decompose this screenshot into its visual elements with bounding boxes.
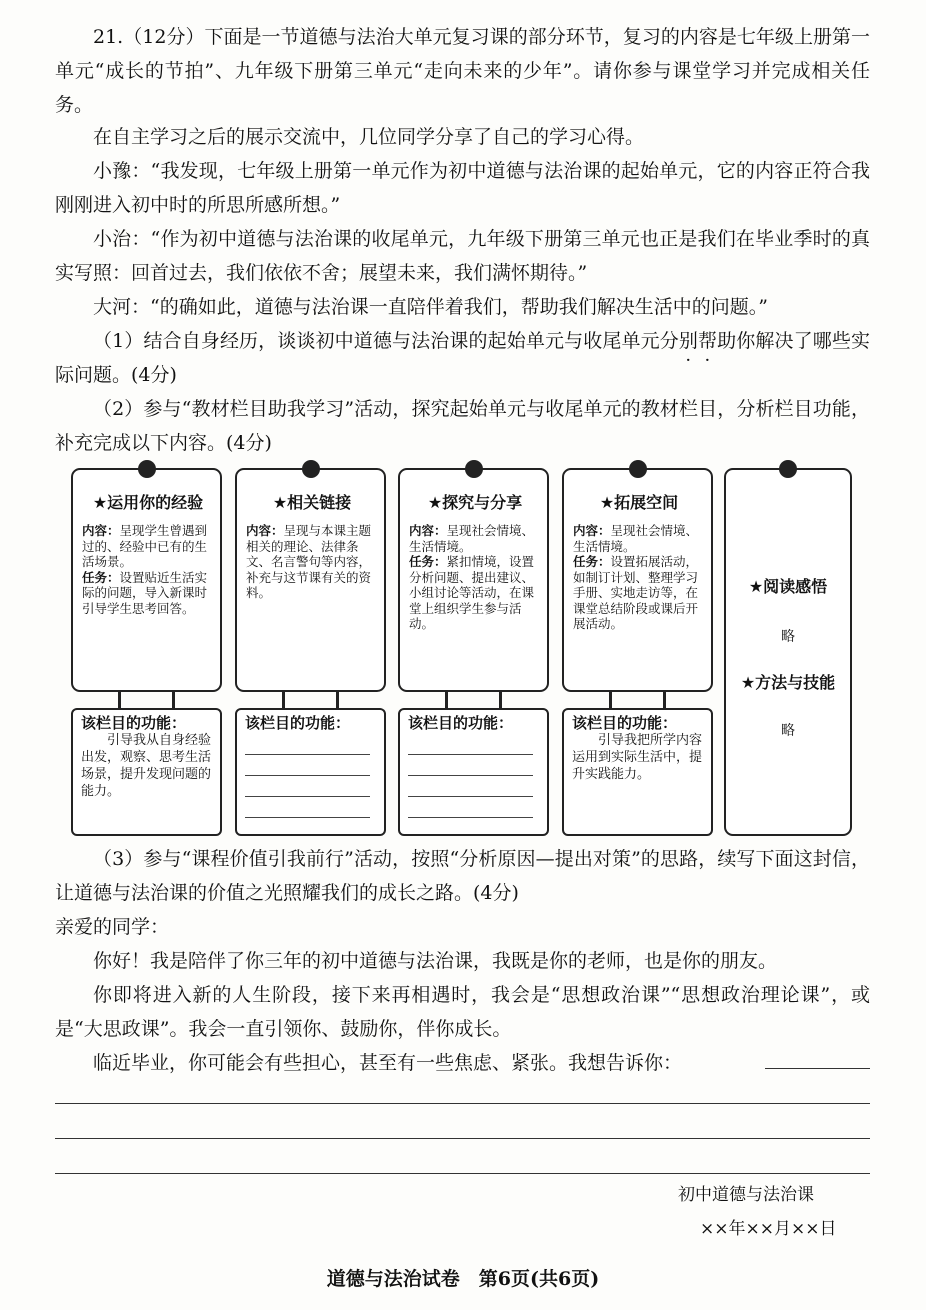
function-box-explore[interactable]: 该栏目的功能： <box>398 708 549 836</box>
emphasis-char: 别 <box>678 330 698 352</box>
letter-signature: 初中道德与法治课 <box>678 1185 814 1205</box>
connector <box>282 690 285 710</box>
card-body: 内容：呈现社会情境、生活情境。 任务：设置拓展活动，如制订计划、整理学习手册、实地走访等，在课堂总结阶段或课后开展活动。 <box>573 523 699 631</box>
card-title: ★相关链接 <box>272 493 352 512</box>
card-title: ★拓展空间 <box>599 493 679 512</box>
paragraph-xiaoyu: 小豫：“我发现，七年级上册第一单元作为初中道德与法治课的起始单元，它的内容正符合我刚刚进入初中时的所思所感所想。” <box>55 160 870 216</box>
function-box-links[interactable]: 该栏目的功能： <box>235 708 386 836</box>
omitted-note: 略 <box>781 723 795 739</box>
connector <box>663 690 666 710</box>
column-card-links <box>235 468 386 692</box>
answer-line[interactable] <box>55 1103 870 1104</box>
letter-date: ××年××月××日 <box>700 1219 837 1239</box>
pin-icon <box>779 460 797 478</box>
connector <box>499 690 502 710</box>
answer-line[interactable] <box>245 796 370 797</box>
pin-icon <box>302 460 320 478</box>
omitted-note: 略 <box>781 629 795 645</box>
card-body: 内容：呈现学生曾遇到过的、经验中已有的生活场景。 任务：设置贴近生活实际的问题，导入新课时引导学生思考回答。 <box>82 523 208 616</box>
answer-line[interactable] <box>408 754 533 755</box>
connector <box>118 690 121 710</box>
answer-line[interactable] <box>245 817 370 818</box>
letter-para-2: 你即将进入新的人生阶段，接下来再相遇时，我会是“思想政治课”“思想政治理论课”，或是“大思政课”。我会一直引领你、鼓励你，伴你成长。 <box>55 984 870 1040</box>
connector <box>336 690 339 710</box>
function-box-extension: 该栏目的功能： 引导我把所学内容运用到实际生活中，提升实践能力。 <box>562 708 713 836</box>
answer-line[interactable] <box>245 754 370 755</box>
pin-icon <box>138 460 156 478</box>
pin-icon <box>465 460 483 478</box>
emphasis-char: 分 <box>659 330 679 352</box>
card-title: ★探究与分享 <box>427 493 523 512</box>
letter-greeting: 亲爱的同学： <box>55 916 170 938</box>
connector <box>609 690 612 710</box>
card-title: ★运用你的经验 <box>92 493 204 512</box>
paragraph-discussion: 在自主学习之后的展示交流中，几位同学分享了自己的学习心得。 <box>93 126 645 148</box>
answer-line[interactable] <box>408 817 533 818</box>
function-box-experience: 该栏目的功能： 引导我从自身经验出发，观察、思考生活场景，提升发现问题的能力。 <box>71 708 222 836</box>
letter-para-3: 临近毕业，你可能会有些担心，甚至有一些焦虑、紧张。我想告诉你： <box>93 1052 683 1074</box>
paragraph-xiaozhi: 小治：“作为初中道德与法治课的收尾单元，九年级下册第三单元也正是我们在毕业季时的真实写照：回首过去，我们依依不舍；展望未来，我们满怀期待。” <box>55 228 870 284</box>
connector <box>445 690 448 710</box>
letter-para-1: 你好！我是陪伴了你三年的初中道德与法治课，我既是你的老师，也是你的朋友。 <box>93 950 778 972</box>
paragraph-dahe: 大河：“的确如此，道德与法治课一直陪伴着我们，帮助我们解决生活中的问题。” <box>93 296 768 318</box>
subquestion-2: （2）参与“教材栏目助我学习”活动，探究起始单元与收尾单元的教材栏目，分析栏目功能，补充完成以下内容。(4分) <box>55 398 870 454</box>
card-body: 内容：呈现与本课主题相关的理论、法律条文、名言警句等内容，补充与这节课有关的资料。 <box>246 523 372 600</box>
question-intro: 21.（12分）下面是一节道德与法治大单元复习课的部分环节，复习的内容是七年级上册第一单元“成长的节拍”、九年级下册第三单元“走向未来的少年”。请你参与课堂学习并完成相关任务。 <box>55 26 870 116</box>
answer-line[interactable] <box>245 775 370 776</box>
connector <box>172 690 175 710</box>
page-footer: 道德与法治试卷 第6页(共6页) <box>326 1268 600 1290</box>
column-card-explore <box>398 468 549 692</box>
subquestion-1: （1）结合自身经历，谈谈初中道德与法治课的起始单元与收尾单元分别帮助你解决了哪些实际问题。(4分) <box>55 330 870 386</box>
card-title: ★方法与技能 <box>740 673 836 692</box>
column-card-reading-methods <box>724 468 852 836</box>
answer-line[interactable] <box>765 1068 870 1069</box>
answer-line[interactable] <box>408 775 533 776</box>
answer-line[interactable] <box>55 1173 870 1174</box>
card-body: 内容：呈现社会情境、生活情境。 任务：紧扣情境，设置分析问题、提出建议、小组讨论等活动，在课堂上组织学生参与活动。 <box>409 523 535 631</box>
column-card-experience <box>71 468 222 692</box>
answer-line[interactable] <box>408 796 533 797</box>
card-title: ★阅读感悟 <box>748 577 828 596</box>
answer-line[interactable] <box>55 1138 870 1139</box>
pin-icon <box>629 460 647 478</box>
column-card-extension <box>562 468 713 692</box>
subquestion-3: （3）参与“课程价值引我前行”活动，按照“分析原因—提出对策”的思路，续写下面这封信，让道德与法治课的价值之光照耀我们的成长之路。(4分) <box>55 848 870 904</box>
